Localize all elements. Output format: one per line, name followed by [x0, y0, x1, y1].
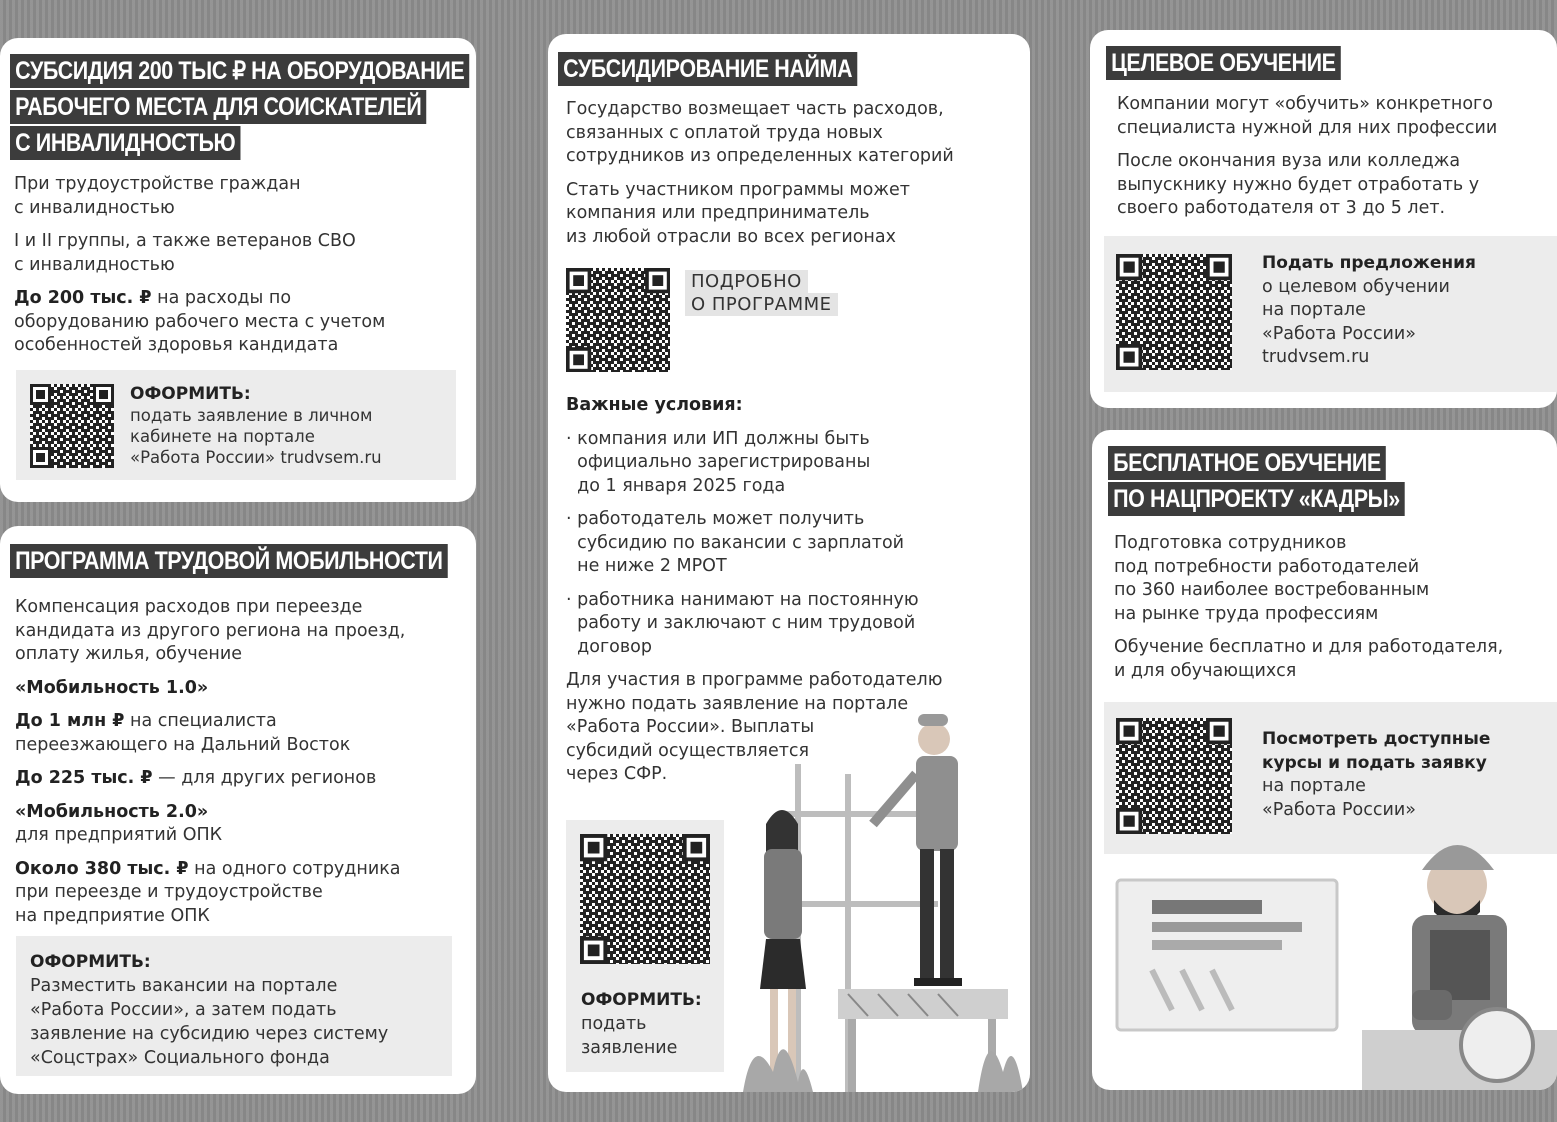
- card-free-training-title: БЕСПЛАТНОЕ ОБУЧЕНИЕ ПО НАЦПРОЕКТУ «КАДРЫ»: [1108, 446, 1405, 518]
- card-hiring-subsidy: [548, 34, 1030, 1092]
- apply-text: ОФОРМИТЬ: подать заявление: [581, 990, 702, 1058]
- card-free-training-body: Подготовка сотрудников под потребности работодателей по 360 наиболее востребованным на рынке труда профессиям Обучение бесплатно и для работодателя, и для обучающихся: [1114, 533, 1504, 681]
- qr-code[interactable]: [1116, 254, 1232, 370]
- card-free-training: [1092, 430, 1557, 1090]
- carpenter-illustration: [1112, 830, 1557, 1090]
- card-disability-subsidy-body: При трудоустройстве граждан с инвалидностью I и II группы, а также ветеранов СВО с инвалидностью До 200 тыс. ₽ на расходы по оборудованию рабочего места с учетом особенностей здоровья кандидата: [14, 174, 386, 355]
- card-disability-subsidy-title: СУБСИДИЯ 200 ТЫС ₽ НА ОБОРУДОВАНИЕ РАБОЧЕГО МЕСТА ДЛЯ СОИСКАТЕЛЕЙ С ИНВАЛИДНОСТЬЮ: [10, 54, 469, 162]
- card-targeted-training-title: ЦЕЛЕВОЕ ОБУЧЕНИЕ: [1106, 46, 1341, 82]
- card-targeted-training-body: Компании могут «обучить» конкретного специалиста нужной для них профессии После окончания вуза или колледжа выпускнику нужно будет отработать у своего работодателя от 3 до 5 лет.: [1117, 94, 1498, 218]
- card-mobility-program-title: ПРОГРАММА ТРУДОВОЙ МОБИЛЬНОСТИ: [10, 544, 448, 580]
- card-mobility-program-body: Компенсация расходов при переезде кандидата из другого региона на проезд, оплату жилья, обучение «Мобильность 1.0» До 1 млн ₽ на специалиста переезжающего на Дальний Восток До 225 тыс. ₽ — для других регионов «Мобильность 2.0» для предприятий ОПК Около 380 тыс. ₽ на одного сотрудника при переезде и трудоустройстве на предприятие ОПК: [15, 597, 406, 926]
- card-disability-subsidy: [0, 38, 476, 502]
- apply-text: ОФОРМИТЬ: Разместить вакансии на портале «Работа России», а затем подать заявление на субсидию через систему «Соцстрах» Социального фонда: [30, 952, 389, 1068]
- qr-code[interactable]: [566, 268, 670, 372]
- workers-illustration: [738, 704, 1030, 1092]
- qr-code[interactable]: [30, 384, 114, 468]
- card-hiring-subsidy-conditions: Важные условия: · компания или ИП должны быть официально зарегистрированы до 1 января 2025 года · работодатель может получить субсидию по вакансии с зарплатой не ниже 2 МРОТ · работника нанимают на постоянную работу и заключают с ним трудовой договор Для участия в программе работодателю нужно подать заявление на портале «Работа России». Выплаты субсидий осуществляется через СФР.: [566, 395, 943, 784]
- apply-text: Посмотреть доступные курсы и подать заявку на портале «Работа России»: [1262, 729, 1491, 820]
- card-hiring-subsidy-title: СУБСИДИРОВАНИЕ НАЙМА: [558, 52, 857, 88]
- card-targeted-training: [1090, 30, 1557, 408]
- qr-code[interactable]: [1116, 718, 1232, 834]
- more-about-program-link[interactable]: ПОДРОБНО О ПРОГРАММЕ: [685, 270, 838, 316]
- qr-code[interactable]: [580, 834, 710, 964]
- card-hiring-subsidy-intro: Государство возмещает часть расходов, связанных с оплатой труда новых сотрудников из определенных категорий Стать участником программы может компания или предприниматель из любой отрасли во всех регионах: [566, 99, 954, 247]
- card-mobility-program: [0, 526, 476, 1094]
- apply-text: ОФОРМИТЬ: подать заявление в личном кабинете на портале «Работа России» trudvsem.ru: [130, 384, 382, 467]
- apply-text: Подать предложения о целевом обучении на портале «Работа России» trudvsem.ru: [1262, 253, 1476, 367]
